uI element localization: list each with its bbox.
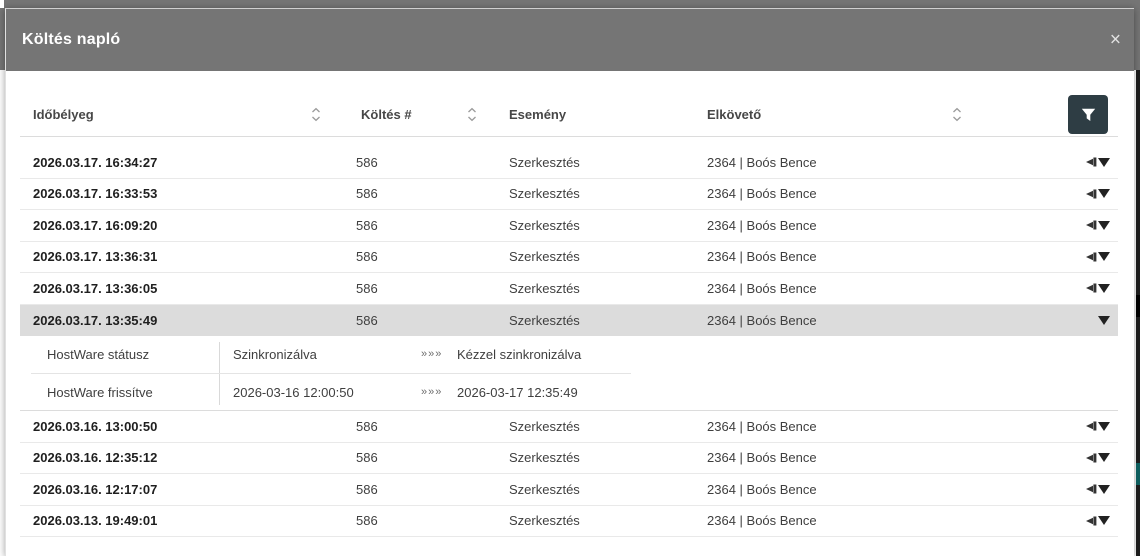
collapse-row-icon[interactable] — [1098, 453, 1110, 462]
cell-esemeny: Szerkesztés — [509, 450, 580, 466]
page-edge-segment — [1136, 295, 1140, 317]
page-edge-strip — [1136, 70, 1140, 556]
table-row[interactable] — [20, 179, 1118, 211]
table-row[interactable] — [20, 273, 1118, 305]
expand-row-icon[interactable] — [1085, 251, 1098, 263]
detail-new-value: Kézzel szinkronizálva — [457, 346, 582, 362]
cell-koltes: 586 — [356, 154, 378, 170]
expand-row-icon[interactable] — [1085, 282, 1098, 294]
cell-koltes: 586 — [356, 280, 378, 296]
cell-timestamp: 2026.03.16. 13:00:50 — [33, 418, 158, 434]
expand-row-icon[interactable] — [1085, 483, 1098, 495]
detail-field-label: HostWare frissítve — [47, 384, 153, 400]
table-header-row — [20, 93, 1118, 137]
cell-esemeny: Szerkesztés — [509, 249, 580, 265]
table-body — [20, 137, 1118, 537]
sort-icon-koltes[interactable] — [467, 93, 477, 136]
cell-esemeny: Szerkesztés — [509, 217, 580, 233]
cell-esemeny: Szerkesztés — [509, 513, 580, 529]
cell-timestamp: 2026.03.17. 13:35:49 — [33, 312, 158, 328]
table-row[interactable] — [20, 242, 1118, 274]
cell-koltes: 586 — [356, 217, 378, 233]
table-row[interactable] — [20, 147, 1118, 179]
collapse-row-icon[interactable] — [1098, 221, 1110, 230]
cell-esemeny: Szerkesztés — [509, 418, 580, 434]
cell-elkoveto: 2364 | Boós Bence — [707, 481, 817, 497]
column-header-timestamp-label: Időbélyeg — [33, 107, 94, 122]
collapse-row-icon[interactable] — [1098, 516, 1110, 525]
detail-change-arrow: »»» — [421, 386, 443, 399]
cell-timestamp: 2026.03.16. 12:17:07 — [33, 481, 158, 497]
table-row[interactable] — [20, 210, 1118, 242]
sort-icon-timestamp[interactable] — [311, 93, 321, 136]
cell-elkoveto: 2364 | Boós Bence — [707, 450, 817, 466]
cell-timestamp: 2026.03.17. 13:36:05 — [33, 280, 158, 296]
cell-elkoveto: 2364 | Boós Bence — [707, 249, 817, 265]
cell-elkoveto: 2364 | Boós Bence — [707, 186, 817, 202]
cell-elkoveto: 2364 | Boós Bence — [707, 312, 817, 328]
cell-elkoveto: 2364 | Boós Bence — [707, 418, 817, 434]
detail-row — [31, 374, 631, 412]
cell-timestamp: 2026.03.17. 16:33:53 — [33, 186, 158, 202]
cell-koltes: 586 — [356, 249, 378, 265]
collapse-row-icon[interactable] — [1098, 252, 1110, 261]
expand-row-icon[interactable] — [1085, 219, 1098, 231]
table-row[interactable] — [20, 443, 1118, 475]
modal-title: Költés napló — [22, 31, 121, 48]
column-header-elkoveto-label: Elkövető — [707, 107, 762, 122]
cell-koltes: 586 — [356, 450, 378, 466]
cell-timestamp: 2026.03.17. 16:09:20 — [33, 217, 158, 233]
cell-koltes: 586 — [356, 312, 378, 328]
page-corner — [0, 0, 4, 8]
cell-esemeny: Szerkesztés — [509, 481, 580, 497]
table-row[interactable] — [20, 411, 1118, 443]
cell-timestamp: 2026.03.17. 13:36:31 — [33, 249, 158, 265]
funnel-icon — [1081, 108, 1096, 122]
cell-esemeny: Szerkesztés — [509, 154, 580, 170]
page-edge-accent — [1136, 463, 1140, 485]
table-row[interactable] — [20, 506, 1118, 538]
detail-old-value: Szinkronizálva — [233, 346, 317, 362]
column-header-elkoveto[interactable] — [707, 93, 761, 136]
collapse-row-icon[interactable] — [1098, 158, 1110, 167]
collapse-row-icon[interactable] — [1098, 422, 1110, 431]
cell-elkoveto: 2364 | Boós Bence — [707, 217, 817, 233]
cell-elkoveto: 2364 | Boós Bence — [707, 280, 817, 296]
detail-field-label: HostWare státusz — [47, 346, 150, 362]
cell-elkoveto: 2364 | Boós Bence — [707, 513, 817, 529]
table-row[interactable] — [20, 305, 1118, 337]
detail-subtable — [31, 336, 631, 411]
audit-log-table — [20, 93, 1118, 537]
cell-koltes: 586 — [356, 418, 378, 434]
cell-koltes: 586 — [356, 481, 378, 497]
expand-row-icon[interactable] — [1085, 515, 1098, 527]
cell-esemeny: Szerkesztés — [509, 312, 580, 328]
collapse-row-icon[interactable] — [1098, 189, 1110, 198]
sort-icon-elkoveto[interactable] — [952, 93, 962, 136]
cell-timestamp: 2026.03.17. 16:34:27 — [33, 154, 158, 170]
cell-timestamp: 2026.03.16. 12:35:12 — [33, 450, 158, 466]
collapse-row-icon[interactable] — [1098, 485, 1110, 494]
detail-change-arrow: »»» — [421, 348, 443, 361]
table-row[interactable] — [20, 474, 1118, 506]
column-header-timestamp[interactable] — [33, 93, 94, 136]
collapse-row-icon[interactable] — [1098, 316, 1110, 325]
cell-esemeny: Szerkesztés — [509, 186, 580, 202]
column-header-esemeny — [509, 93, 566, 136]
expand-row-icon[interactable] — [1085, 420, 1098, 432]
expand-row-icon[interactable] — [1085, 452, 1098, 464]
detail-row — [31, 336, 631, 374]
expand-row-icon[interactable] — [1085, 188, 1098, 200]
expand-row-icon[interactable] — [1085, 156, 1098, 168]
close-icon[interactable]: × — [1109, 29, 1121, 51]
column-header-koltes[interactable] — [361, 93, 412, 136]
table-top-spacer — [20, 137, 1118, 147]
column-header-esemeny-label: Esemény — [509, 107, 567, 122]
cell-timestamp: 2026.03.13. 19:49:01 — [33, 513, 158, 529]
modal-header — [6, 9, 1134, 71]
cell-esemeny: Szerkesztés — [509, 280, 580, 296]
cell-koltes: 586 — [356, 513, 378, 529]
filter-button[interactable] — [1068, 95, 1108, 134]
detail-old-value: 2026-03-16 12:00:50 — [233, 384, 354, 400]
column-header-koltes-label: Költés # — [361, 107, 412, 122]
cell-elkoveto: 2364 | Boós Bence — [707, 154, 817, 170]
spending-log-modal — [5, 8, 1134, 556]
cell-koltes: 586 — [356, 186, 378, 202]
detail-new-value: 2026-03-17 12:35:49 — [457, 384, 578, 400]
row-detail-panel — [20, 336, 1118, 411]
collapse-row-icon[interactable] — [1098, 284, 1110, 293]
